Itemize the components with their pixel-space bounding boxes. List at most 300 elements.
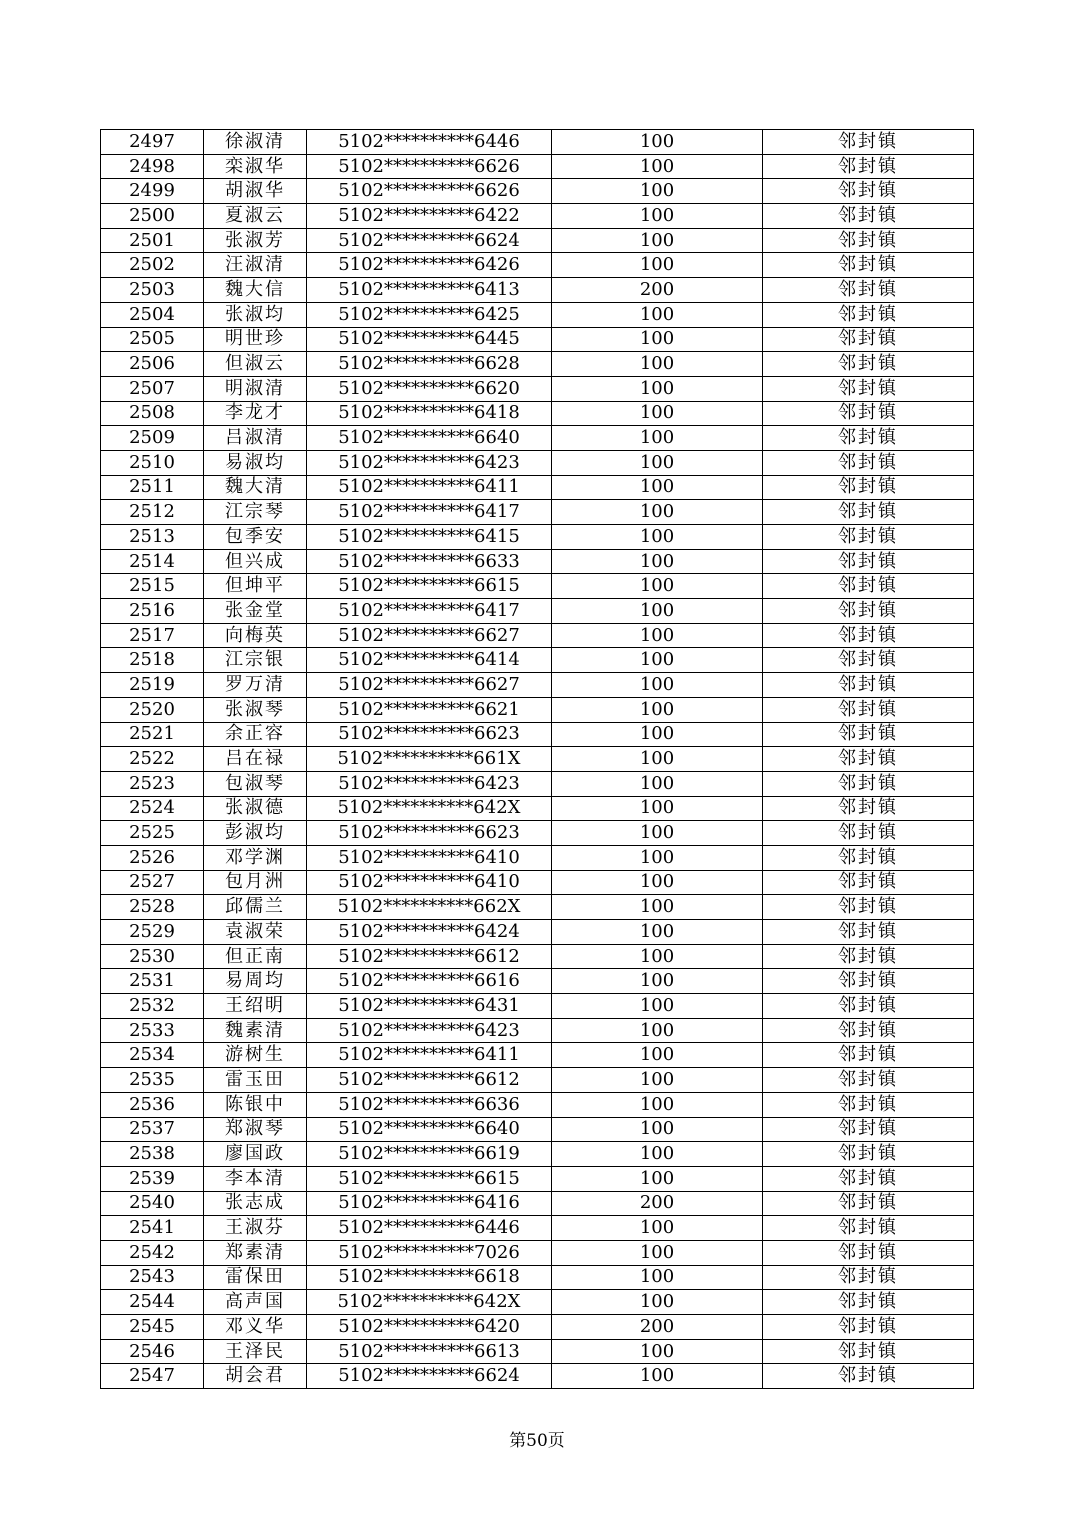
table-row <box>101 1290 974 1315</box>
serial-number-cell: 2508 <box>101 401 204 426</box>
table-row <box>101 475 974 500</box>
table-row <box>101 179 974 204</box>
name-cell: 江宗琴 <box>204 500 307 525</box>
name-cell: 李龙才 <box>204 401 307 426</box>
table-row <box>101 969 974 994</box>
serial-number-cell: 2533 <box>101 1018 204 1043</box>
name-cell: 但兴成 <box>204 549 307 574</box>
table-row <box>101 599 974 624</box>
serial-number-cell: 2547 <box>101 1364 204 1389</box>
serial-number-cell: 2545 <box>101 1315 204 1340</box>
amount-cell: 200 <box>552 1191 763 1216</box>
table-row <box>101 1142 974 1167</box>
id-number-cell: 5102**********6416 <box>307 1191 552 1216</box>
id-number-cell: 5102**********6623 <box>307 722 552 747</box>
serial-number-cell: 2516 <box>101 599 204 624</box>
township-cell: 邻封镇 <box>763 130 974 155</box>
table-row <box>101 574 974 599</box>
name-cell: 明淑清 <box>204 376 307 401</box>
roster-table <box>100 129 974 1389</box>
name-cell: 张志成 <box>204 1191 307 1216</box>
table-row <box>101 352 974 377</box>
name-cell: 余正容 <box>204 722 307 747</box>
name-cell: 张淑均 <box>204 302 307 327</box>
name-cell: 魏大信 <box>204 278 307 303</box>
table-row <box>101 623 974 648</box>
table-row <box>101 821 974 846</box>
amount-cell: 100 <box>552 327 763 352</box>
name-cell: 徐淑清 <box>204 130 307 155</box>
name-cell: 但正南 <box>204 944 307 969</box>
township-cell: 邻封镇 <box>763 549 974 574</box>
name-cell: 邓学渊 <box>204 845 307 870</box>
serial-number-cell: 2529 <box>101 920 204 945</box>
id-number-cell: 5102**********642X <box>307 1290 552 1315</box>
name-cell: 包季安 <box>204 525 307 550</box>
township-cell: 邻封镇 <box>763 1191 974 1216</box>
amount-cell: 100 <box>552 1166 763 1191</box>
township-cell: 邻封镇 <box>763 302 974 327</box>
serial-number-cell: 2518 <box>101 648 204 673</box>
id-number-cell: 5102**********6410 <box>307 870 552 895</box>
township-cell: 邻封镇 <box>763 278 974 303</box>
amount-cell: 100 <box>552 1216 763 1241</box>
serial-number-cell: 2528 <box>101 895 204 920</box>
id-number-cell: 5102**********661X <box>307 747 552 772</box>
serial-number-cell: 2502 <box>101 253 204 278</box>
township-cell: 邻封镇 <box>763 1265 974 1290</box>
amount-cell: 100 <box>552 302 763 327</box>
table-row <box>101 1068 974 1093</box>
id-number-cell: 5102**********6418 <box>307 401 552 426</box>
amount-cell: 100 <box>552 352 763 377</box>
id-number-cell: 5102**********6616 <box>307 969 552 994</box>
id-number-cell: 5102**********6621 <box>307 697 552 722</box>
township-cell: 邻封镇 <box>763 1043 974 1068</box>
id-number-cell: 5102**********6426 <box>307 253 552 278</box>
township-cell: 邻封镇 <box>763 673 974 698</box>
name-cell: 张金堂 <box>204 599 307 624</box>
serial-number-cell: 2504 <box>101 302 204 327</box>
id-number-cell: 5102**********6626 <box>307 154 552 179</box>
amount-cell: 100 <box>552 895 763 920</box>
serial-number-cell: 2521 <box>101 722 204 747</box>
serial-number-cell: 2522 <box>101 747 204 772</box>
township-cell: 邻封镇 <box>763 1092 974 1117</box>
id-number-cell: 5102**********6624 <box>307 1364 552 1389</box>
name-cell: 李本清 <box>204 1166 307 1191</box>
name-cell: 汪淑清 <box>204 253 307 278</box>
serial-number-cell: 2526 <box>101 845 204 870</box>
township-cell: 邻封镇 <box>763 352 974 377</box>
amount-cell: 100 <box>552 623 763 648</box>
amount-cell: 100 <box>552 1043 763 1068</box>
name-cell: 易淑均 <box>204 450 307 475</box>
township-cell: 邻封镇 <box>763 327 974 352</box>
name-cell: 游树生 <box>204 1043 307 1068</box>
name-cell: 罗万清 <box>204 673 307 698</box>
table-row <box>101 302 974 327</box>
name-cell: 张淑琴 <box>204 697 307 722</box>
serial-number-cell: 2501 <box>101 228 204 253</box>
serial-number-cell: 2534 <box>101 1043 204 1068</box>
serial-number-cell: 2546 <box>101 1339 204 1364</box>
name-cell: 江宗银 <box>204 648 307 673</box>
id-number-cell: 5102**********6612 <box>307 944 552 969</box>
serial-number-cell: 2544 <box>101 1290 204 1315</box>
id-number-cell: 5102**********6431 <box>307 994 552 1019</box>
township-cell: 邻封镇 <box>763 623 974 648</box>
township-cell: 邻封镇 <box>763 1166 974 1191</box>
table-row <box>101 1364 974 1389</box>
amount-cell: 100 <box>552 500 763 525</box>
table-row <box>101 500 974 525</box>
id-number-cell: 5102**********6411 <box>307 1043 552 1068</box>
name-cell: 雷保田 <box>204 1265 307 1290</box>
table-row <box>101 1018 974 1043</box>
name-cell: 胡会君 <box>204 1364 307 1389</box>
amount-cell: 100 <box>552 722 763 747</box>
name-cell: 王淑芬 <box>204 1216 307 1241</box>
name-cell: 明世珍 <box>204 327 307 352</box>
table-row <box>101 154 974 179</box>
serial-number-cell: 2538 <box>101 1142 204 1167</box>
name-cell: 张淑德 <box>204 796 307 821</box>
amount-cell: 100 <box>552 796 763 821</box>
township-cell: 邻封镇 <box>763 845 974 870</box>
township-cell: 邻封镇 <box>763 771 974 796</box>
amount-cell: 100 <box>552 944 763 969</box>
name-cell: 但坤平 <box>204 574 307 599</box>
amount-cell: 100 <box>552 450 763 475</box>
amount-cell: 100 <box>552 648 763 673</box>
id-number-cell: 5102**********6417 <box>307 500 552 525</box>
township-cell: 邻封镇 <box>763 648 974 673</box>
name-cell: 吕在禄 <box>204 747 307 772</box>
serial-number-cell: 2513 <box>101 525 204 550</box>
serial-number-cell: 2497 <box>101 130 204 155</box>
id-number-cell: 5102**********6423 <box>307 450 552 475</box>
township-cell: 邻封镇 <box>763 796 974 821</box>
id-number-cell: 5102**********6618 <box>307 1265 552 1290</box>
name-cell: 魏大清 <box>204 475 307 500</box>
township-cell: 邻封镇 <box>763 376 974 401</box>
name-cell: 廖国政 <box>204 1142 307 1167</box>
name-cell: 王泽民 <box>204 1339 307 1364</box>
serial-number-cell: 2520 <box>101 697 204 722</box>
table-row <box>101 1117 974 1142</box>
table-row <box>101 549 974 574</box>
table-row <box>101 1240 974 1265</box>
id-number-cell: 5102**********662X <box>307 895 552 920</box>
table-row <box>101 401 974 426</box>
id-number-cell: 5102**********6425 <box>307 302 552 327</box>
name-cell: 易周均 <box>204 969 307 994</box>
township-cell: 邻封镇 <box>763 1240 974 1265</box>
serial-number-cell: 2515 <box>101 574 204 599</box>
township-cell: 邻封镇 <box>763 1290 974 1315</box>
serial-number-cell: 2530 <box>101 944 204 969</box>
amount-cell: 100 <box>552 747 763 772</box>
id-number-cell: 5102**********6628 <box>307 352 552 377</box>
township-cell: 邻封镇 <box>763 895 974 920</box>
name-cell: 向梅英 <box>204 623 307 648</box>
serial-number-cell: 2542 <box>101 1240 204 1265</box>
township-cell: 邻封镇 <box>763 228 974 253</box>
township-cell: 邻封镇 <box>763 426 974 451</box>
township-cell: 邻封镇 <box>763 179 974 204</box>
name-cell: 陈银中 <box>204 1092 307 1117</box>
table-row <box>101 648 974 673</box>
serial-number-cell: 2524 <box>101 796 204 821</box>
id-number-cell: 5102**********6640 <box>307 426 552 451</box>
name-cell: 邱儒兰 <box>204 895 307 920</box>
township-cell: 邻封镇 <box>763 747 974 772</box>
id-number-cell: 5102**********6615 <box>307 1166 552 1191</box>
table-row <box>101 1265 974 1290</box>
township-cell: 邻封镇 <box>763 994 974 1019</box>
id-number-cell: 5102**********6423 <box>307 771 552 796</box>
amount-cell: 100 <box>552 475 763 500</box>
id-number-cell: 5102**********6410 <box>307 845 552 870</box>
amount-cell: 100 <box>552 920 763 945</box>
table-row <box>101 994 974 1019</box>
page-number: 第50页 <box>509 1431 565 1451</box>
id-number-cell: 5102**********6640 <box>307 1117 552 1142</box>
table-row <box>101 1315 974 1340</box>
amount-cell: 100 <box>552 1339 763 1364</box>
table-row <box>101 895 974 920</box>
amount-cell: 100 <box>552 154 763 179</box>
table-row <box>101 253 974 278</box>
id-number-cell: 5102**********6446 <box>307 1216 552 1241</box>
table-row <box>101 450 974 475</box>
serial-number-cell: 2536 <box>101 1092 204 1117</box>
id-number-cell: 5102**********6613 <box>307 1339 552 1364</box>
amount-cell: 200 <box>552 278 763 303</box>
township-cell: 邻封镇 <box>763 944 974 969</box>
amount-cell: 100 <box>552 870 763 895</box>
serial-number-cell: 2519 <box>101 673 204 698</box>
amount-cell: 100 <box>552 426 763 451</box>
amount-cell: 100 <box>552 204 763 229</box>
id-number-cell: 5102**********6422 <box>307 204 552 229</box>
township-cell: 邻封镇 <box>763 204 974 229</box>
name-cell: 但淑云 <box>204 352 307 377</box>
id-number-cell: 5102**********6417 <box>307 599 552 624</box>
table-row <box>101 204 974 229</box>
table-row <box>101 1191 974 1216</box>
serial-number-cell: 2507 <box>101 376 204 401</box>
amount-cell: 100 <box>552 376 763 401</box>
township-cell: 邻封镇 <box>763 475 974 500</box>
township-cell: 邻封镇 <box>763 969 974 994</box>
id-number-cell: 5102**********6627 <box>307 623 552 648</box>
serial-number-cell: 2541 <box>101 1216 204 1241</box>
table-row <box>101 747 974 772</box>
table-row <box>101 845 974 870</box>
serial-number-cell: 2523 <box>101 771 204 796</box>
serial-number-cell: 2503 <box>101 278 204 303</box>
table-row <box>101 525 974 550</box>
name-cell: 魏素清 <box>204 1018 307 1043</box>
township-cell: 邻封镇 <box>763 1117 974 1142</box>
name-cell: 袁淑荣 <box>204 920 307 945</box>
name-cell: 郑淑琴 <box>204 1117 307 1142</box>
serial-number-cell: 2517 <box>101 623 204 648</box>
township-cell: 邻封镇 <box>763 697 974 722</box>
township-cell: 邻封镇 <box>763 920 974 945</box>
name-cell: 夏淑云 <box>204 204 307 229</box>
serial-number-cell: 2510 <box>101 450 204 475</box>
id-number-cell: 5102**********6420 <box>307 1315 552 1340</box>
serial-number-cell: 2506 <box>101 352 204 377</box>
name-cell: 邓义华 <box>204 1315 307 1340</box>
name-cell: 包淑琴 <box>204 771 307 796</box>
amount-cell: 100 <box>552 969 763 994</box>
id-number-cell: 5102**********6423 <box>307 1018 552 1043</box>
amount-cell: 100 <box>552 994 763 1019</box>
township-cell: 邻封镇 <box>763 1315 974 1340</box>
township-cell: 邻封镇 <box>763 450 974 475</box>
name-cell: 郑素清 <box>204 1240 307 1265</box>
id-number-cell: 5102**********6633 <box>307 549 552 574</box>
table-row <box>101 1216 974 1241</box>
table-row <box>101 1339 974 1364</box>
table-row <box>101 327 974 352</box>
township-cell: 邻封镇 <box>763 1364 974 1389</box>
amount-cell: 100 <box>552 673 763 698</box>
township-cell: 邻封镇 <box>763 154 974 179</box>
table-row <box>101 278 974 303</box>
township-cell: 邻封镇 <box>763 1068 974 1093</box>
township-cell: 邻封镇 <box>763 722 974 747</box>
id-number-cell: 5102**********6619 <box>307 1142 552 1167</box>
id-number-cell: 5102**********6627 <box>307 673 552 698</box>
township-cell: 邻封镇 <box>763 401 974 426</box>
name-cell: 王绍明 <box>204 994 307 1019</box>
serial-number-cell: 2512 <box>101 500 204 525</box>
township-cell: 邻封镇 <box>763 574 974 599</box>
township-cell: 邻封镇 <box>763 253 974 278</box>
name-cell: 胡淑华 <box>204 179 307 204</box>
table-row <box>101 426 974 451</box>
serial-number-cell: 2499 <box>101 179 204 204</box>
amount-cell: 100 <box>552 1290 763 1315</box>
id-number-cell: 5102**********6612 <box>307 1068 552 1093</box>
amount-cell: 100 <box>552 1142 763 1167</box>
table-row <box>101 697 974 722</box>
serial-number-cell: 2527 <box>101 870 204 895</box>
amount-cell: 100 <box>552 697 763 722</box>
table-row <box>101 228 974 253</box>
name-cell: 高声国 <box>204 1290 307 1315</box>
table-row <box>101 920 974 945</box>
serial-number-cell: 2539 <box>101 1166 204 1191</box>
township-cell: 邻封镇 <box>763 1339 974 1364</box>
name-cell: 张淑芳 <box>204 228 307 253</box>
id-number-cell: 5102**********6615 <box>307 574 552 599</box>
id-number-cell: 5102**********6415 <box>307 525 552 550</box>
id-number-cell: 5102**********642X <box>307 796 552 821</box>
name-cell: 彭淑均 <box>204 821 307 846</box>
roster-table-body <box>101 130 974 1389</box>
township-cell: 邻封镇 <box>763 821 974 846</box>
serial-number-cell: 2540 <box>101 1191 204 1216</box>
amount-cell: 100 <box>552 821 763 846</box>
amount-cell: 200 <box>552 1315 763 1340</box>
table-row <box>101 722 974 747</box>
table-row <box>101 771 974 796</box>
township-cell: 邻封镇 <box>763 525 974 550</box>
table-row <box>101 944 974 969</box>
serial-number-cell: 2505 <box>101 327 204 352</box>
name-cell: 吕淑清 <box>204 426 307 451</box>
amount-cell: 100 <box>552 1117 763 1142</box>
amount-cell: 100 <box>552 1018 763 1043</box>
serial-number-cell: 2525 <box>101 821 204 846</box>
amount-cell: 100 <box>552 253 763 278</box>
township-cell: 邻封镇 <box>763 500 974 525</box>
serial-number-cell: 2531 <box>101 969 204 994</box>
amount-cell: 100 <box>552 549 763 574</box>
serial-number-cell: 2532 <box>101 994 204 1019</box>
id-number-cell: 5102**********6411 <box>307 475 552 500</box>
amount-cell: 100 <box>552 1240 763 1265</box>
township-cell: 邻封镇 <box>763 1142 974 1167</box>
amount-cell: 100 <box>552 525 763 550</box>
amount-cell: 100 <box>552 574 763 599</box>
amount-cell: 100 <box>552 1068 763 1093</box>
table-row <box>101 1043 974 1068</box>
amount-cell: 100 <box>552 401 763 426</box>
id-number-cell: 5102**********6414 <box>307 648 552 673</box>
id-number-cell: 5102**********6636 <box>307 1092 552 1117</box>
id-number-cell: 5102**********6445 <box>307 327 552 352</box>
name-cell: 雷玉田 <box>204 1068 307 1093</box>
serial-number-cell: 2500 <box>101 204 204 229</box>
id-number-cell: 5102**********6626 <box>307 179 552 204</box>
amount-cell: 100 <box>552 845 763 870</box>
amount-cell: 100 <box>552 130 763 155</box>
id-number-cell: 5102**********6413 <box>307 278 552 303</box>
name-cell: 包月洲 <box>204 870 307 895</box>
table-row <box>101 870 974 895</box>
id-number-cell: 5102**********6446 <box>307 130 552 155</box>
id-number-cell: 5102**********6624 <box>307 228 552 253</box>
amount-cell: 100 <box>552 228 763 253</box>
serial-number-cell: 2498 <box>101 154 204 179</box>
township-cell: 邻封镇 <box>763 599 974 624</box>
serial-number-cell: 2511 <box>101 475 204 500</box>
id-number-cell: 5102**********6424 <box>307 920 552 945</box>
id-number-cell: 5102**********6623 <box>307 821 552 846</box>
township-cell: 邻封镇 <box>763 1018 974 1043</box>
name-cell: 栾淑华 <box>204 154 307 179</box>
amount-cell: 100 <box>552 1364 763 1389</box>
id-number-cell: 5102**********7026 <box>307 1240 552 1265</box>
township-cell: 邻封镇 <box>763 870 974 895</box>
amount-cell: 100 <box>552 1092 763 1117</box>
table-row <box>101 130 974 155</box>
serial-number-cell: 2514 <box>101 549 204 574</box>
table-row <box>101 796 974 821</box>
table-row <box>101 673 974 698</box>
table-row <box>101 376 974 401</box>
amount-cell: 100 <box>552 1265 763 1290</box>
serial-number-cell: 2537 <box>101 1117 204 1142</box>
table-row <box>101 1166 974 1191</box>
